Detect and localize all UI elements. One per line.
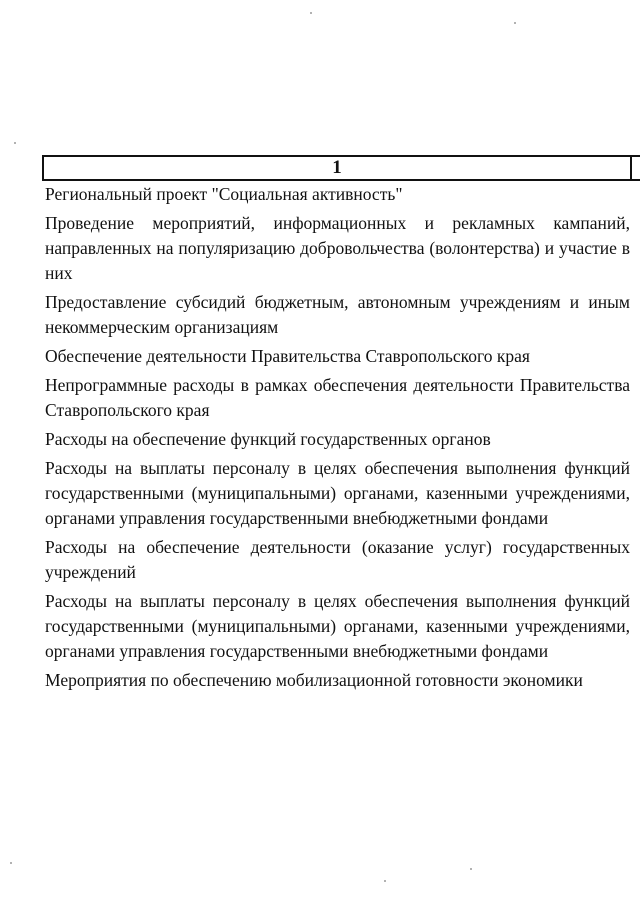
scan-speck bbox=[470, 868, 472, 870]
scan-speck bbox=[384, 880, 386, 882]
scan-speck bbox=[10, 862, 12, 864]
table-row: Расходы на обеспечение функций государственных органов bbox=[45, 429, 491, 449]
column-number-cell: 1 bbox=[44, 157, 632, 179]
scan-speck bbox=[310, 12, 312, 14]
table-row: Расходы на выплаты персоналу в целях обеспечения выполнения функций государственными (муниципальными) органами, казенными учреждениями, органами управления государственными внебюджетными фондами bbox=[45, 458, 630, 528]
table-row: Расходы на выплаты персоналу в целях обеспечения выполнения функций государственными (муниципальными) органами, казенными учреждениями, органами управления государственными внебюджетными фондами bbox=[45, 591, 630, 661]
table-row: Мероприятия по обеспечению мобилизационной готовности экономики bbox=[45, 670, 583, 690]
table-row: Проведение мероприятий, информационных и рекламных кампаний, направленных на популяризацию добровольчества (волонтерства) и участие в них bbox=[45, 213, 630, 283]
table-header-row bbox=[42, 155, 640, 181]
scan-speck bbox=[14, 142, 16, 144]
table-row: Расходы на обеспечение деятельности (оказание услуг) государственных учреждений bbox=[45, 537, 630, 582]
scan-speck bbox=[514, 22, 516, 24]
table-row: Непрограммные расходы в рамках обеспечения деятельности Правительства Ставропольского края bbox=[45, 375, 630, 420]
table-body bbox=[45, 182, 630, 697]
table-row: Обеспечение деятельности Правительства Ставропольского края bbox=[45, 346, 530, 366]
table-row: Региональный проект "Социальная активность" bbox=[45, 184, 403, 204]
table-row: Предоставление субсидий бюджетным, автономным учреждениям и иным некоммерческим организациям bbox=[45, 292, 630, 337]
